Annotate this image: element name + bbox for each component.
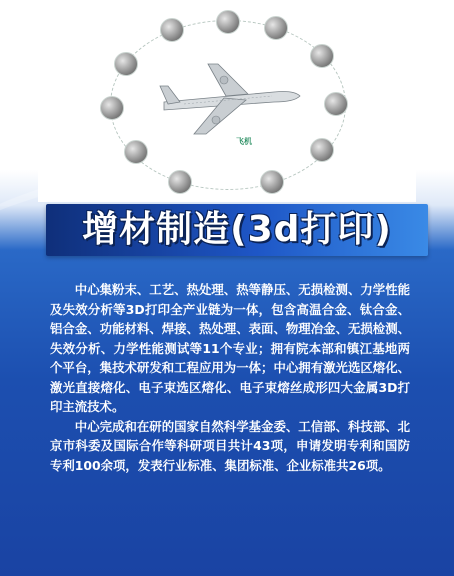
node-left-middle [100, 96, 124, 120]
node-right-middle [324, 92, 348, 116]
node-left-lower [124, 140, 148, 164]
body-text [50, 280, 410, 475]
node-bottom-left [168, 170, 192, 194]
paragraph-achievements: 中心完成和在研的国家自然科学基金委、工信部、科技部、北京市科委及国际合作等科研项目共计43项，申请发明专利和国防专利100余项，发表行业标准、集团标准、企业标准共26项。 [50, 418, 410, 473]
node-left-upper [114, 52, 138, 76]
headline-banner [46, 204, 428, 256]
node-bottom-right [260, 170, 284, 194]
node-right-lower [310, 138, 334, 162]
node-process-top-right [264, 16, 288, 40]
airplane-icon [154, 54, 304, 144]
paragraph-capabilities: 中心集粉末、工艺、热处理、热等静压、无损检测、力学性能及失效分析等3D打印全产业链为一体，包含高温合金、钛合金、铝合金、功能材料、焊接、热处理、表面、物理冶金、无损检测、失效分析、力学性能测试等11个专业；拥有院本部和镇江基地两个平台，集技术研发和工程应用为一体；中心拥有激光选区熔化、激光直接熔化、电子束选区熔化、电子束熔丝成形四大金属3D打印主流技术。 [50, 282, 410, 414]
plane-label: 飞机 [236, 137, 252, 146]
industry-chain-figure [38, 6, 416, 202]
node-right-upper [310, 44, 334, 68]
node-powder [216, 10, 240, 34]
node-top-left [160, 18, 184, 42]
headline: 增材制造(3d打印) [82, 209, 392, 250]
